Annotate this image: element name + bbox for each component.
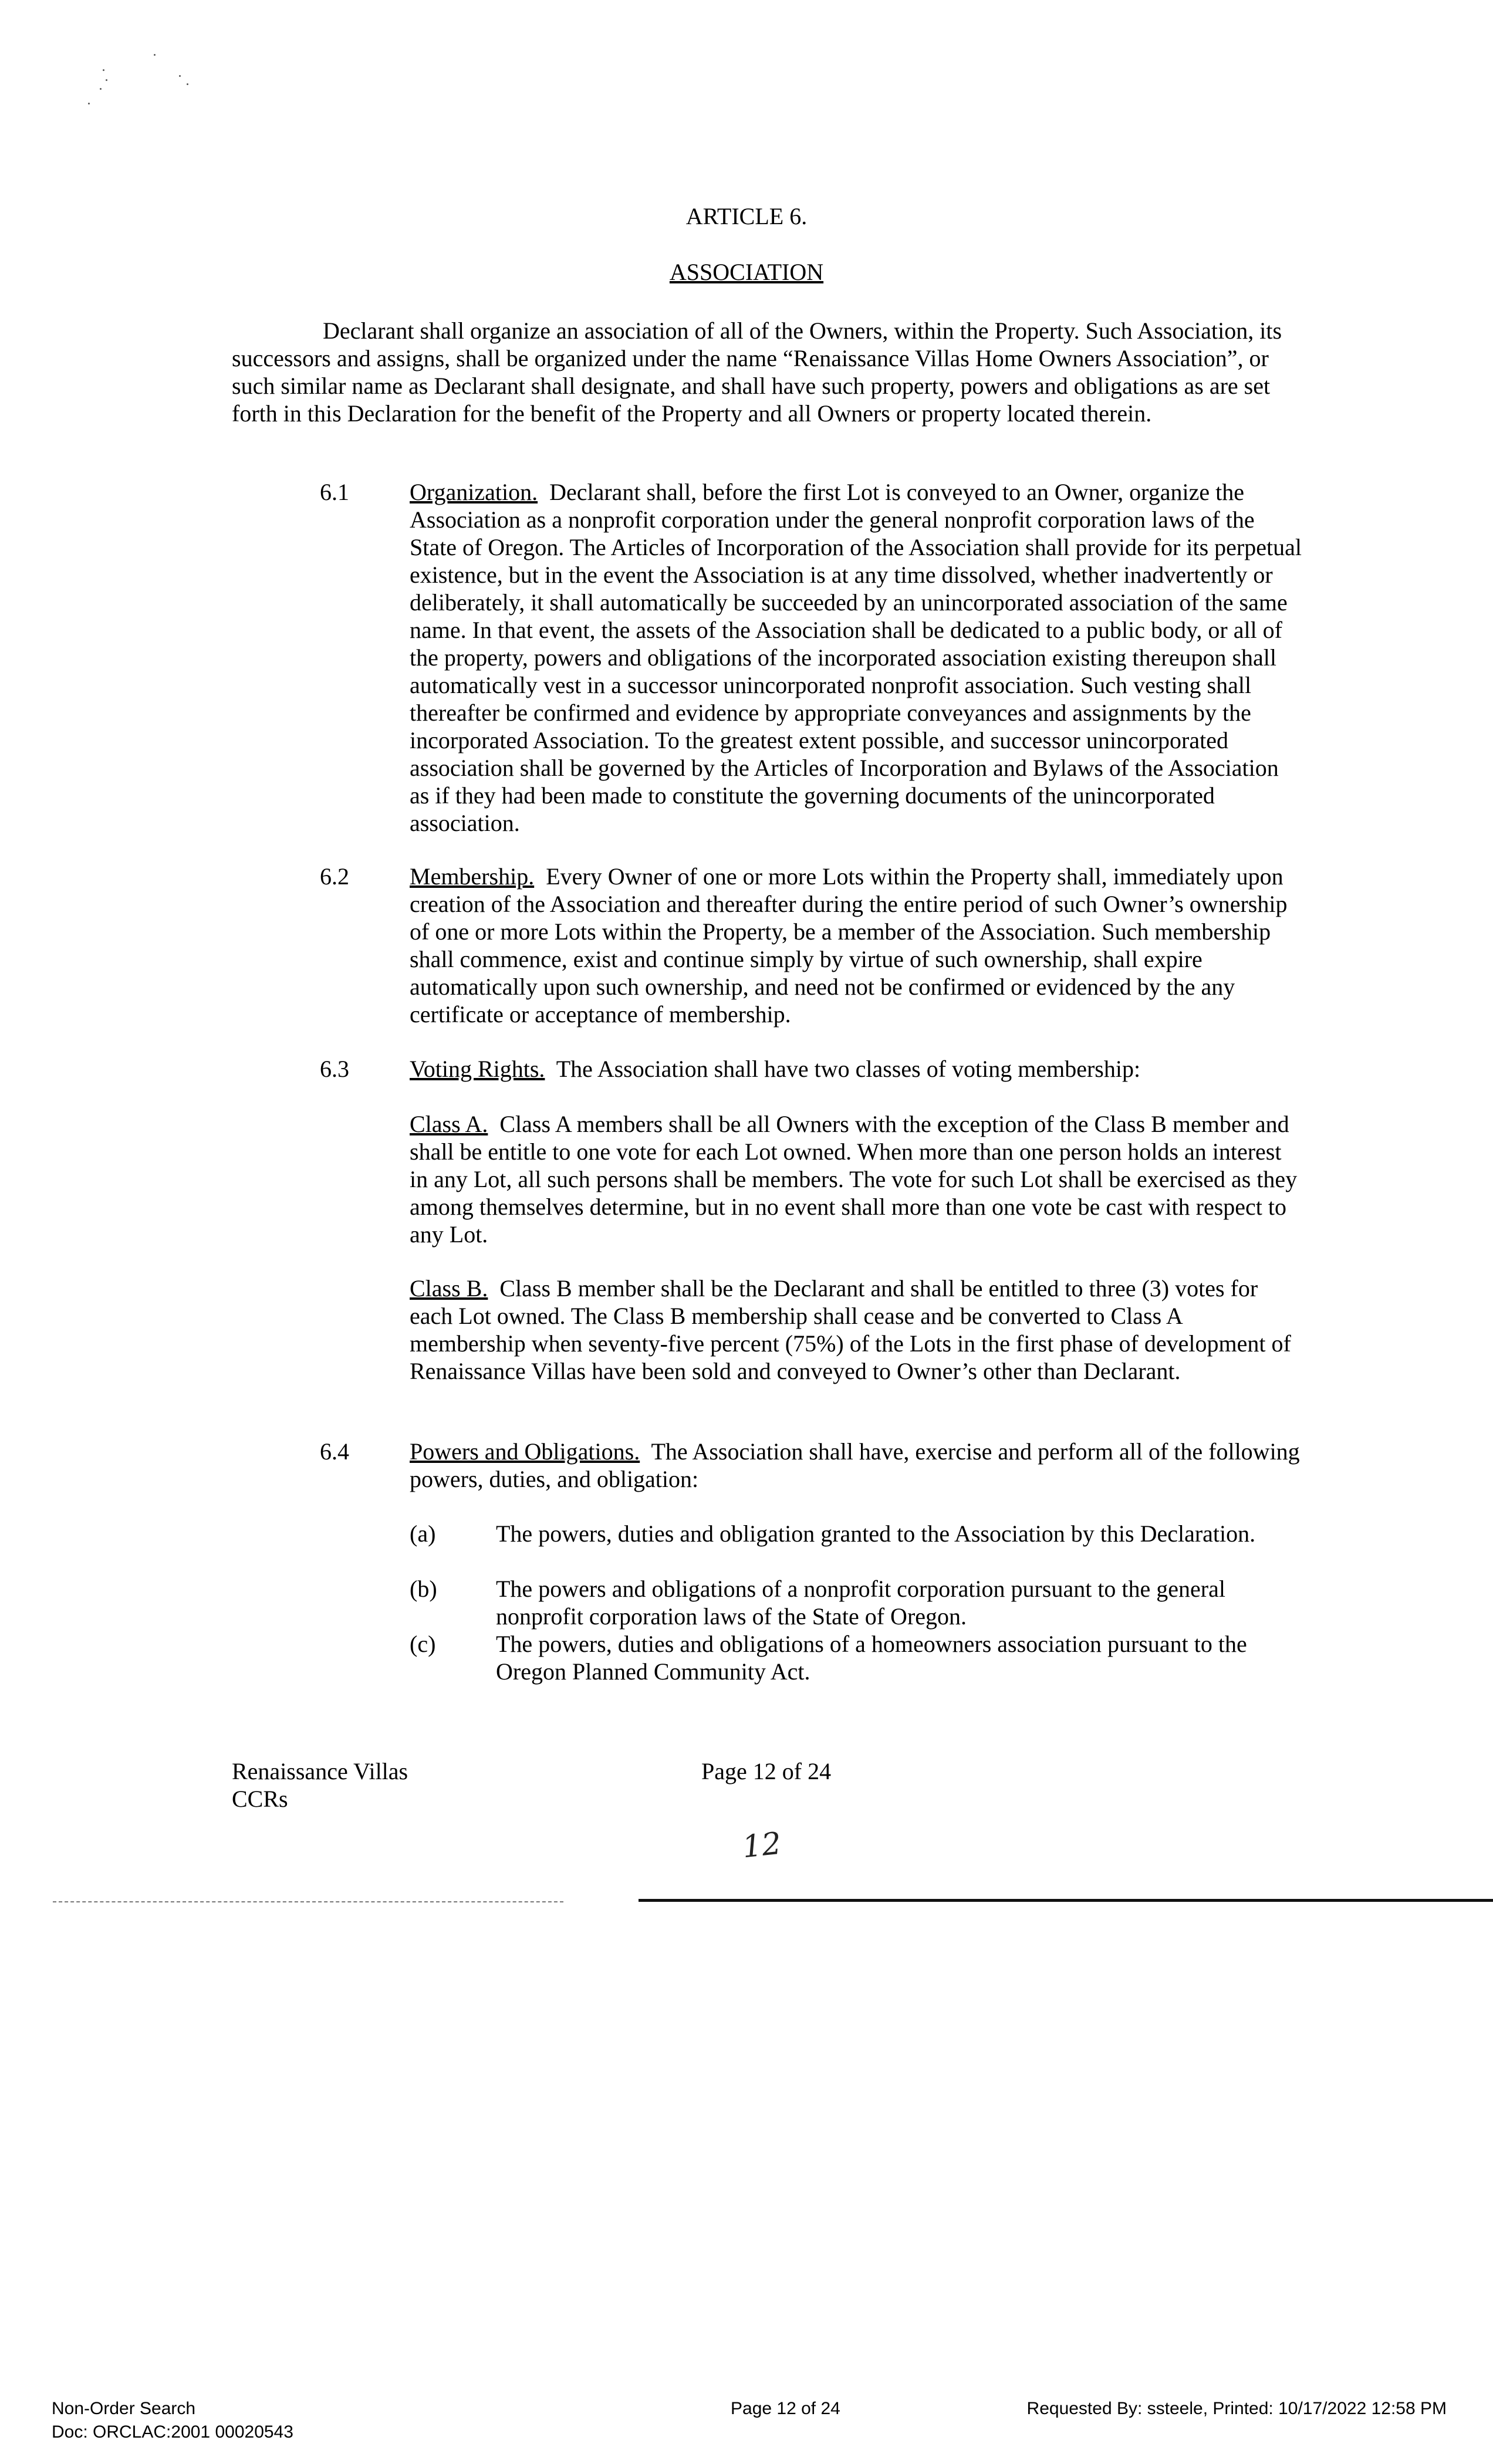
footer-doc-line: Renaissance Villas — [232, 1758, 408, 1784]
stamp-left — [52, 2397, 521, 2444]
list-item-label: (b) — [410, 1576, 437, 1602]
list-item: The powers, duties and obligations of a homeowners association pursuant to the Oregon Planned Community Act. — [496, 1631, 1247, 1685]
list-item: The powers and obligations of a nonprofit corporation pursuant to the general nonprofit corporation laws of the State of Oregon. — [496, 1576, 1225, 1630]
class-text: Class B member shall be the Declarant and shall be entitled to three (3) votes for each Lot owned. The Class B membership shall cease and be converted to Class A membership when seventy-five percent (75%) of the Lots in the first phase of development of Renaissance Villas have been sold and conveyed to Owner’s other than Declarant. — [410, 1275, 1291, 1384]
section-number: 6.4 — [320, 1438, 349, 1465]
article-title-text: ASSOCIATION — [669, 259, 824, 285]
section-text: The Association shall have two classes of voting membership: — [556, 1056, 1141, 1082]
list-item-label: (c) — [410, 1631, 436, 1657]
class-heading: Class B. — [410, 1275, 488, 1302]
article-title — [0, 258, 1493, 286]
class-a-paragraph — [410, 1110, 1302, 1248]
scan-speck — [106, 79, 107, 81]
class-heading: Class A. — [410, 1111, 488, 1137]
stamp-page: Page 12 of 24 — [731, 2399, 840, 2418]
section-heading: Membership. — [410, 863, 535, 890]
section-heading: Organization. — [410, 479, 538, 505]
section-voting-rights — [410, 1055, 1302, 1083]
divider — [53, 1901, 563, 1902]
section-number: 6.3 — [320, 1056, 349, 1082]
section-heading: Powers and Obligations. — [410, 1438, 640, 1465]
search-type: Non-Order Search — [52, 2399, 196, 2418]
handwritten-page-number: 12 — [741, 1826, 783, 1865]
scan-speck — [103, 69, 104, 71]
scan-speck — [179, 75, 181, 77]
divider — [639, 1899, 1493, 1902]
doc-id: Doc: ORCLAC:2001 00020543 — [52, 2422, 293, 2442]
class-b-paragraph — [410, 1275, 1302, 1385]
scan-speck — [154, 54, 156, 56]
list-item-label: (a) — [410, 1520, 436, 1547]
stamp-requested: Requested By: ssteele, Printed: 10/17/2022 12:58 PM — [1026, 2399, 1447, 2418]
article-number: ARTICLE 6. — [685, 203, 808, 229]
section-text: Every Owner of one or more Lots within the Property shall, immediately upon creation of the Association and thereafter during the entire period of such Owner’s ownership of one or more Lots within the Property, be a member of the Association. Such membership shall commence, exist and continue simply by virtue of such ownership, shall expire automatically upon such ownership, and need not be confirmed or evidenced by the any certificate or acceptance of membership. — [410, 863, 1288, 1027]
class-text: Class A members shall be all Owners with the exception of the Class B member and shall be entitle to one vote for each Lot owned. When more than one person holds an interest in any Lot, all such persons shall be members. The vote for such Lot shall be exercised as they among themselves determine, but in no event shall more than one vote be cast with respect to any Lot. — [410, 1111, 1298, 1248]
list-item: The powers, duties and obligation granted to the Association by this Declaration. — [496, 1520, 1256, 1547]
section-number: 6.1 — [320, 479, 349, 505]
section-number: 6.2 — [320, 863, 349, 890]
section-text: The Association shall have, exercise and perform all of the following powers, duties, and obligation: — [410, 1438, 1300, 1492]
footer-doc-line: CCRs — [232, 1786, 288, 1812]
scan-speck — [100, 88, 102, 90]
section-membership — [410, 863, 1302, 1028]
section-organization — [410, 478, 1302, 837]
section-text: Declarant shall, before the first Lot is conveyed to an Owner, organize the Association as a nonprofit corporation under the general nonprofit corporation laws of the State of Oregon. The Articles of Incorporation of the Association shall provide for its perpetual existence, but in the event the Association is at any time dissolved, whether inadvertently or deliberately, it shall automatically be succeeded by an unincorporated association of the same name. In that event, the assets of the Association shall be dedicated to a public body, or all of the property, powers and obligations of the incorporated association existing thereupon shall automatically vest in a successor unincorporated nonprofit association. Such vesting shall thereafter be confirmed and evidence by appropriate conveyances and assignments by the incorporated Association. To the greatest extent possible, and successor unincorporated association shall be governed by the Articles of Incorporation and Bylaws of the Association as if they had been made to constitute the governing documents of the unincorporated association. — [410, 479, 1302, 836]
intro-paragraph: Declarant shall organize an association of all of the Owners, within the Property. Such Association, its successors and assigns, shall be organized under the name “Renaissance Villas Home Owners Association”, or such similar name as Declarant shall designate, and shall have such property, powers and obligations as are set forth in this Declaration for the benefit of the Property and all Owners or property located therein. — [232, 317, 1282, 427]
footer-document-name — [232, 1757, 525, 1813]
scan-speck — [187, 83, 188, 85]
footer-page-number: Page 12 of 24 — [701, 1758, 832, 1784]
section-heading: Voting Rights. — [410, 1056, 545, 1082]
scan-speck — [88, 103, 90, 104]
section-powers — [410, 1438, 1302, 1493]
